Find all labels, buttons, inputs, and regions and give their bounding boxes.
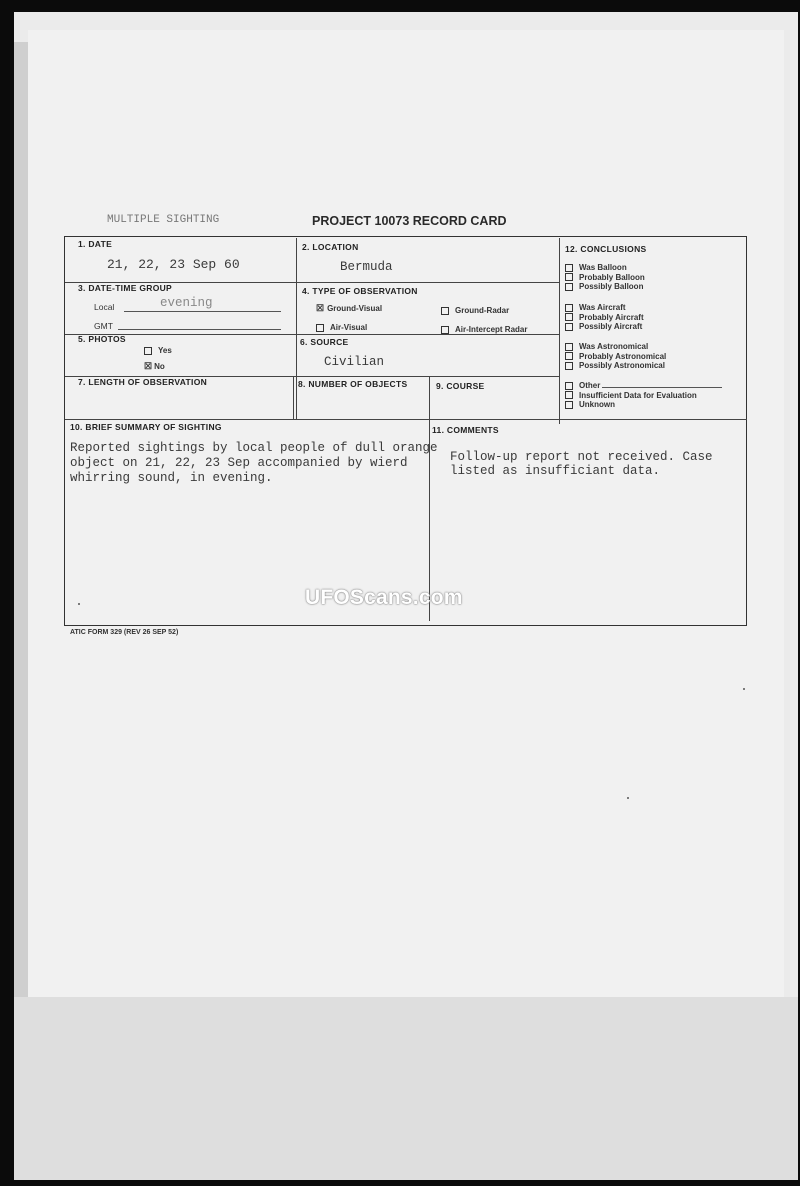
summary-line: object on 21, 22, 23 Sep accompanied by wierd <box>70 456 408 470</box>
probably-balloon: Probably Balloon <box>579 272 645 282</box>
local-underline <box>124 311 281 312</box>
checkbox <box>144 347 152 355</box>
checkbox <box>565 391 573 399</box>
card-title: PROJECT 10073 RECORD CARD <box>312 214 507 228</box>
conclusions-box <box>559 238 747 420</box>
checkbox <box>565 283 573 291</box>
divider <box>429 376 430 621</box>
conclusion-group-other <box>565 381 722 410</box>
watermark: UFOScans.com <box>305 586 463 609</box>
ground-visual-label: Ground-Visual <box>327 304 383 313</box>
scan-speck <box>627 797 629 799</box>
divider <box>65 334 559 335</box>
date-label: 1. DATE <box>78 239 113 249</box>
objects-label: 8. NUMBER OF OBJECTS <box>298 379 408 389</box>
other-underline <box>602 387 722 388</box>
air-intercept-label: Air-Intercept Radar <box>455 325 528 334</box>
location-label: 2. LOCATION <box>302 242 359 252</box>
checkbox <box>316 324 324 332</box>
photos-no-option <box>144 361 165 372</box>
length-label: 7. LENGTH OF OBSERVATION <box>78 377 208 387</box>
local-value: evening <box>160 296 213 310</box>
possibly-balloon: Possibly Balloon <box>579 282 644 291</box>
gmt-underline <box>118 329 281 330</box>
scan-speck <box>743 688 745 690</box>
was-astronomical: Was Astronomical <box>579 342 649 351</box>
photos-label: 5. PHOTOS <box>78 334 126 344</box>
course-label: 9. COURSE <box>436 381 485 391</box>
location-value: Bermuda <box>340 260 393 274</box>
dtg-label: 3. DATE-TIME GROUP <box>78 283 173 293</box>
comment-line: Follow-up report not received. Case <box>450 450 713 464</box>
air-intercept-option <box>441 325 527 334</box>
was-aircraft: Was Aircraft <box>579 303 626 312</box>
summary-line: whirring sound, in evening. <box>70 471 273 485</box>
multiple-sighting-heading: MULTIPLE SIGHTING <box>107 214 220 226</box>
local-label: Local <box>94 302 115 312</box>
gmt-label: GMT <box>94 321 113 331</box>
conclusion-group-aircraft <box>565 303 644 332</box>
checkbox <box>565 352 573 360</box>
comments-text <box>450 450 713 478</box>
form-number: ATIC FORM 329 (REV 26 SEP 52) <box>70 629 179 636</box>
ground-radar-label: Ground-Radar <box>455 306 510 315</box>
checkbox <box>565 362 573 370</box>
unknown: Unknown <box>579 400 615 409</box>
other: Other <box>579 381 601 390</box>
checked-box: ☒ <box>144 361 153 371</box>
checkbox <box>565 264 573 272</box>
conclusion-group-astronomical <box>565 342 666 371</box>
checkbox <box>441 307 449 315</box>
checkbox <box>565 382 573 390</box>
checkbox <box>565 273 573 281</box>
photos-no-label: No <box>154 362 165 371</box>
checkbox <box>565 401 573 409</box>
summary-label: 10. BRIEF SUMMARY OF SIGHTING <box>70 422 222 432</box>
ground-radar-option <box>441 306 509 315</box>
date-value: 21, 22, 23 Sep 60 <box>107 257 240 272</box>
observation-type-label: 4. TYPE OF OBSERVATION <box>302 286 418 296</box>
comments-label: 11. COMMENTS <box>432 425 499 435</box>
photos-yes-label: Yes <box>158 346 172 355</box>
was-balloon: Was Balloon <box>579 263 627 272</box>
source-label: 6. SOURCE <box>300 337 349 347</box>
insufficient-data: Insufficient Data for Evaluation <box>579 390 697 400</box>
conclusion-group-balloon <box>565 263 645 292</box>
summary-line: Reported sightings by local people of dull orange <box>70 441 438 455</box>
ground-visual-option <box>316 303 382 314</box>
probably-astronomical: Probably Astronomical <box>579 351 667 361</box>
summary-text <box>70 441 438 486</box>
possibly-astronomical: Possibly Astronomical <box>579 361 665 370</box>
divider <box>296 238 297 419</box>
checked-box: ☒ <box>316 303 325 313</box>
air-visual-option <box>316 323 367 332</box>
comment-line: listed as insufficiant data. <box>450 464 661 478</box>
checkbox <box>565 343 573 351</box>
photos-yes-option <box>144 346 172 355</box>
divider <box>293 376 294 420</box>
possibly-aircraft: Possibly Aircraft <box>579 322 643 331</box>
probably-aircraft: Probably Aircraft <box>579 312 644 322</box>
checkbox <box>565 313 573 321</box>
scan-lower-area <box>14 997 798 1180</box>
scan-speck <box>78 603 80 605</box>
source-value: Civilian <box>324 355 385 369</box>
checkbox <box>441 326 449 334</box>
checkbox <box>565 323 573 331</box>
checkbox <box>565 304 573 312</box>
conclusions-label: 12. CONCLUSIONS <box>565 244 647 254</box>
air-visual-label: Air-Visual <box>330 323 368 332</box>
